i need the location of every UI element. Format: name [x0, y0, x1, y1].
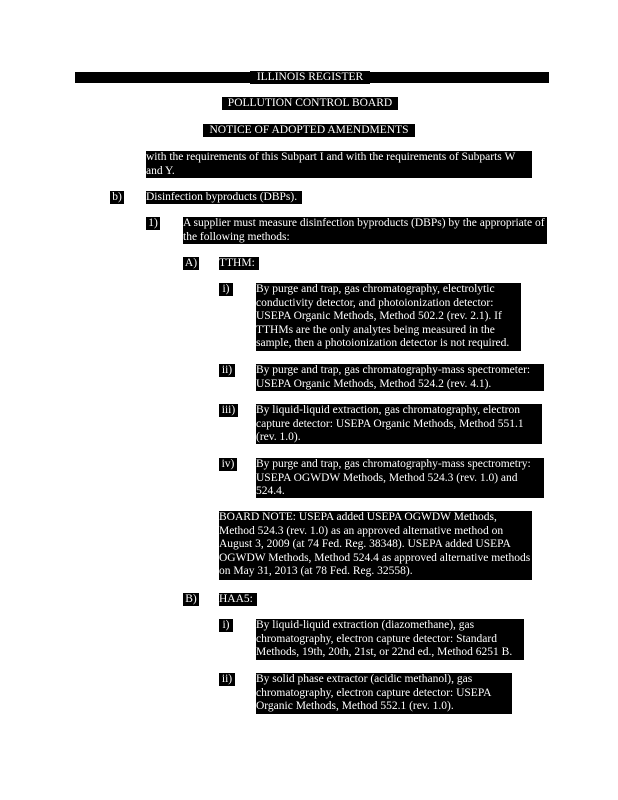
item-b-label: B) [183, 593, 199, 606]
section-b-heading: Disinfection byproducts (DBPs). [146, 191, 302, 204]
item-a-iv-label: iv) [219, 458, 237, 471]
item-b-i-text: By liquid-liquid extraction (diazomethane), gas chromatography, electron capture detector: Standard Methods, 19th, 20th, 21st, or 22nd ed., Method 6251 B. [256, 619, 524, 660]
notice-title: NOTICE OF ADOPTED AMENDMENTS [203, 124, 415, 137]
item-a-label: A) [184, 257, 198, 269]
board-note: BOARD NOTE: USEPA added USEPA OGWDW Methods, Method 524.3 (rev. 1.0) as an approved alternative method on August 3, 2009 (at 74 Fed. Reg. 38348). USEPA added USEPA OGWDW Methods, Method 524.4 as approved alternative methods on May 31, 2013 (at 78 Fed. Reg. 32558). [219, 511, 532, 580]
item-b-heading: HAA5: [219, 593, 257, 606]
item-a-iii-label: iii) [219, 404, 238, 417]
item-a-iv-text: By purge and trap, gas chromatography-mass spectrometry: USEPA OGWDW Methods, Method 524.3 (rev. 1.0) and 524.4. [256, 458, 544, 498]
item-a-ii-text: By purge and trap, gas chromatography-mass spectrometer: USEPA Organic Methods, Method 524.2 (rev. 4.1). [256, 364, 544, 391]
item-a-ii-label: ii) [219, 364, 235, 377]
item-1-label: 1) [146, 217, 160, 230]
item-a-i-text: By purge and trap, gas chromatography, electrolytic conductivity detector, and photoionization detector: USEPA Organic Methods, Method 502.2 (rev. 2.1). If TTHMs are the only analytes being measured in the sample, then a photoionization detector is not required. [256, 283, 521, 351]
board-title: POLLUTION CONTROL BOARD [222, 97, 398, 110]
register-title: ILLINOIS REGISTER [250, 71, 370, 84]
item-1-text: A supplier must measure disinfection byproducts (DBPs) by the appropriate of the following methods: [183, 217, 547, 244]
item-b-ii-text: By solid phase extractor (acidic methanol), gas chromatography, electron capture detector: USEPA Organic Methods, Method 552.1 (rev. 1.0). [256, 673, 512, 714]
section-b-label: b) [110, 191, 124, 204]
intro-paragraph: with the requirements of this Subpart I and with the requirements of Subparts W and Y. [146, 151, 532, 178]
item-a-i-label: i) [219, 283, 233, 296]
item-a-heading: TTHM: [219, 257, 259, 270]
item-b-ii-label: ii) [219, 673, 235, 686]
item-a-iii-text: By liquid-liquid extraction, gas chromatography, electron capture detector: USEPA Organic Methods, Method 551.1 (rev. 1.0). [256, 404, 542, 444]
item-b-i-label: i) [219, 619, 233, 632]
